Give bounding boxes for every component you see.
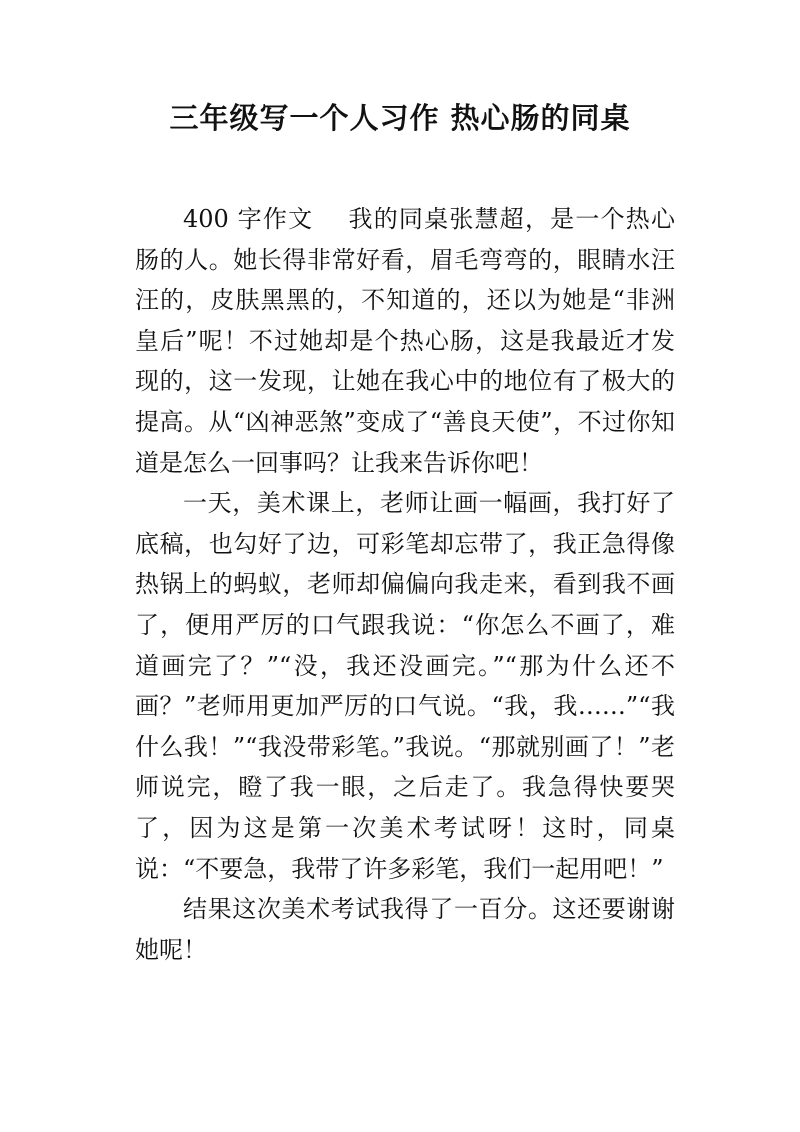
paragraph-1	[135, 199, 675, 483]
paragraph-2	[135, 483, 675, 889]
document-body	[135, 199, 675, 970]
paragraph-3-text: 结果这次美术考试我得了一百分。这还要谢谢她呢！	[135, 895, 675, 964]
paragraph-1-lead: 400 字作文	[183, 205, 314, 233]
paragraph-2-text: 一天，美术课上，老师让画一幅画，我打好了底稿，也勾好了边，可彩笔却忘带了，我正急得像热锅上的蚂蚁，老师却偏偏向我走来，看到我不画了，便用严厉的口气跟我说：“你怎么不画了，难道画完了？”“没，我还没画完。”“那为什么还不画？”老师用更加严厉的口气说。“我，我……”“我什么我！”“我没带彩笔。”我说。“那就别画了！”老师说完，瞪了我一眼，之后走了。我急得快要哭了，因为这是第一次美术考试呀！这时，同桌说：“不要急，我带了许多彩笔，我们一起用吧！”	[135, 489, 675, 883]
document-title: 三年级写一个人习作 热心肠的同桌	[169, 101, 631, 135]
paragraph-3	[135, 889, 675, 970]
paragraph-1-text: 我的同桌张慧超，是一个热心肠的人。她长得非常好看，眉毛弯弯的，眼睛水汪汪的，皮肤黑黑的，不知道的，还以为她是“非洲皇后”呢！不过她却是个热心肠，这是我最近才发现的，这一发现，让她在我心中的地位有了极大的提高。从“凶神恶煞”变成了“善良天使”，不过你知道是怎么一回事吗？让我来告诉你吧！	[135, 205, 676, 477]
